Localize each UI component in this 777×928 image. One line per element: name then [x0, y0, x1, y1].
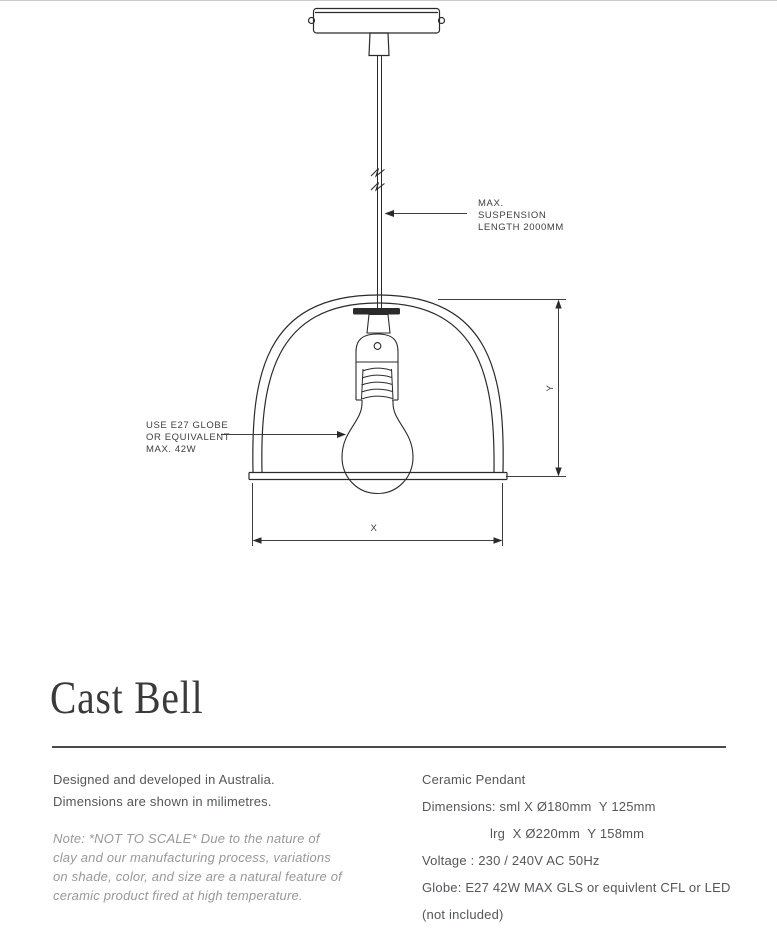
dim-arrow-down-icon — [555, 468, 561, 477]
suspension-note-line3: LENGTH 2000MM — [478, 222, 564, 233]
suspension-note-line2: SUSPENSION — [478, 210, 547, 221]
dim-x-label: X — [370, 523, 378, 534]
bell-shade — [249, 295, 507, 480]
spec-voltage: Voltage : 230 / 240V AC 50Hz — [422, 853, 600, 868]
page-title: Cast Bell — [50, 672, 204, 724]
spec-dimensions-large: lrg X Ø220mm Y 158mm — [490, 826, 645, 841]
spec-dimensions-small: Dimensions: sml X Ø180mm Y 125mm — [422, 799, 656, 814]
drawing-annotations — [146, 198, 564, 534]
intro-text — [53, 769, 403, 813]
spec-not-included: (not included) — [422, 907, 504, 922]
leader-arrowhead-left-icon — [385, 210, 395, 217]
globe-note-line2: OR EQUIVALENT — [146, 432, 231, 443]
spec-column-right — [422, 766, 772, 928]
suspension-leader-line — [385, 210, 468, 217]
dim-y-label: Y — [545, 384, 556, 392]
spec-globe: Globe: E27 42W MAX GLS or equivlent CFL or LED — [422, 880, 731, 895]
globe-note-line1: USE E27 GLOBE — [146, 420, 229, 431]
ceiling-canopy — [309, 9, 445, 56]
scale-note — [53, 829, 403, 905]
dimension-x — [253, 483, 503, 546]
dim-arrow-left-icon — [253, 537, 262, 543]
globe-note-line3: MAX. 42W — [146, 444, 197, 455]
lamp-socket — [353, 308, 400, 400]
dim-arrow-up-icon — [555, 300, 561, 309]
bulb-thread — [362, 368, 394, 399]
intro-line: Dimensions are shown in milimetres. — [53, 794, 272, 809]
globe-leader-line — [221, 431, 346, 438]
dim-arrow-right-icon — [494, 537, 503, 543]
info-column-left — [53, 769, 403, 905]
spec-product-type: Ceramic Pendant — [422, 772, 526, 787]
socket-flange — [353, 308, 400, 315]
suspension-note-line1: MAX. — [478, 198, 504, 209]
note-line: on shade, color, and size are a natural feature of — [53, 869, 342, 884]
note-line: ceramic product fired at high temperature. — [53, 888, 303, 903]
section-divider — [52, 746, 726, 748]
leader-arrowhead-right-icon — [337, 431, 346, 438]
suspension-cable — [378, 56, 382, 309]
note-line: Note: *NOT TO SCALE* Due to the nature of — [53, 831, 320, 846]
intro-line: Designed and developed in Australia. — [53, 772, 275, 787]
note-line: clay and our manufacturing process, variations — [53, 850, 332, 865]
